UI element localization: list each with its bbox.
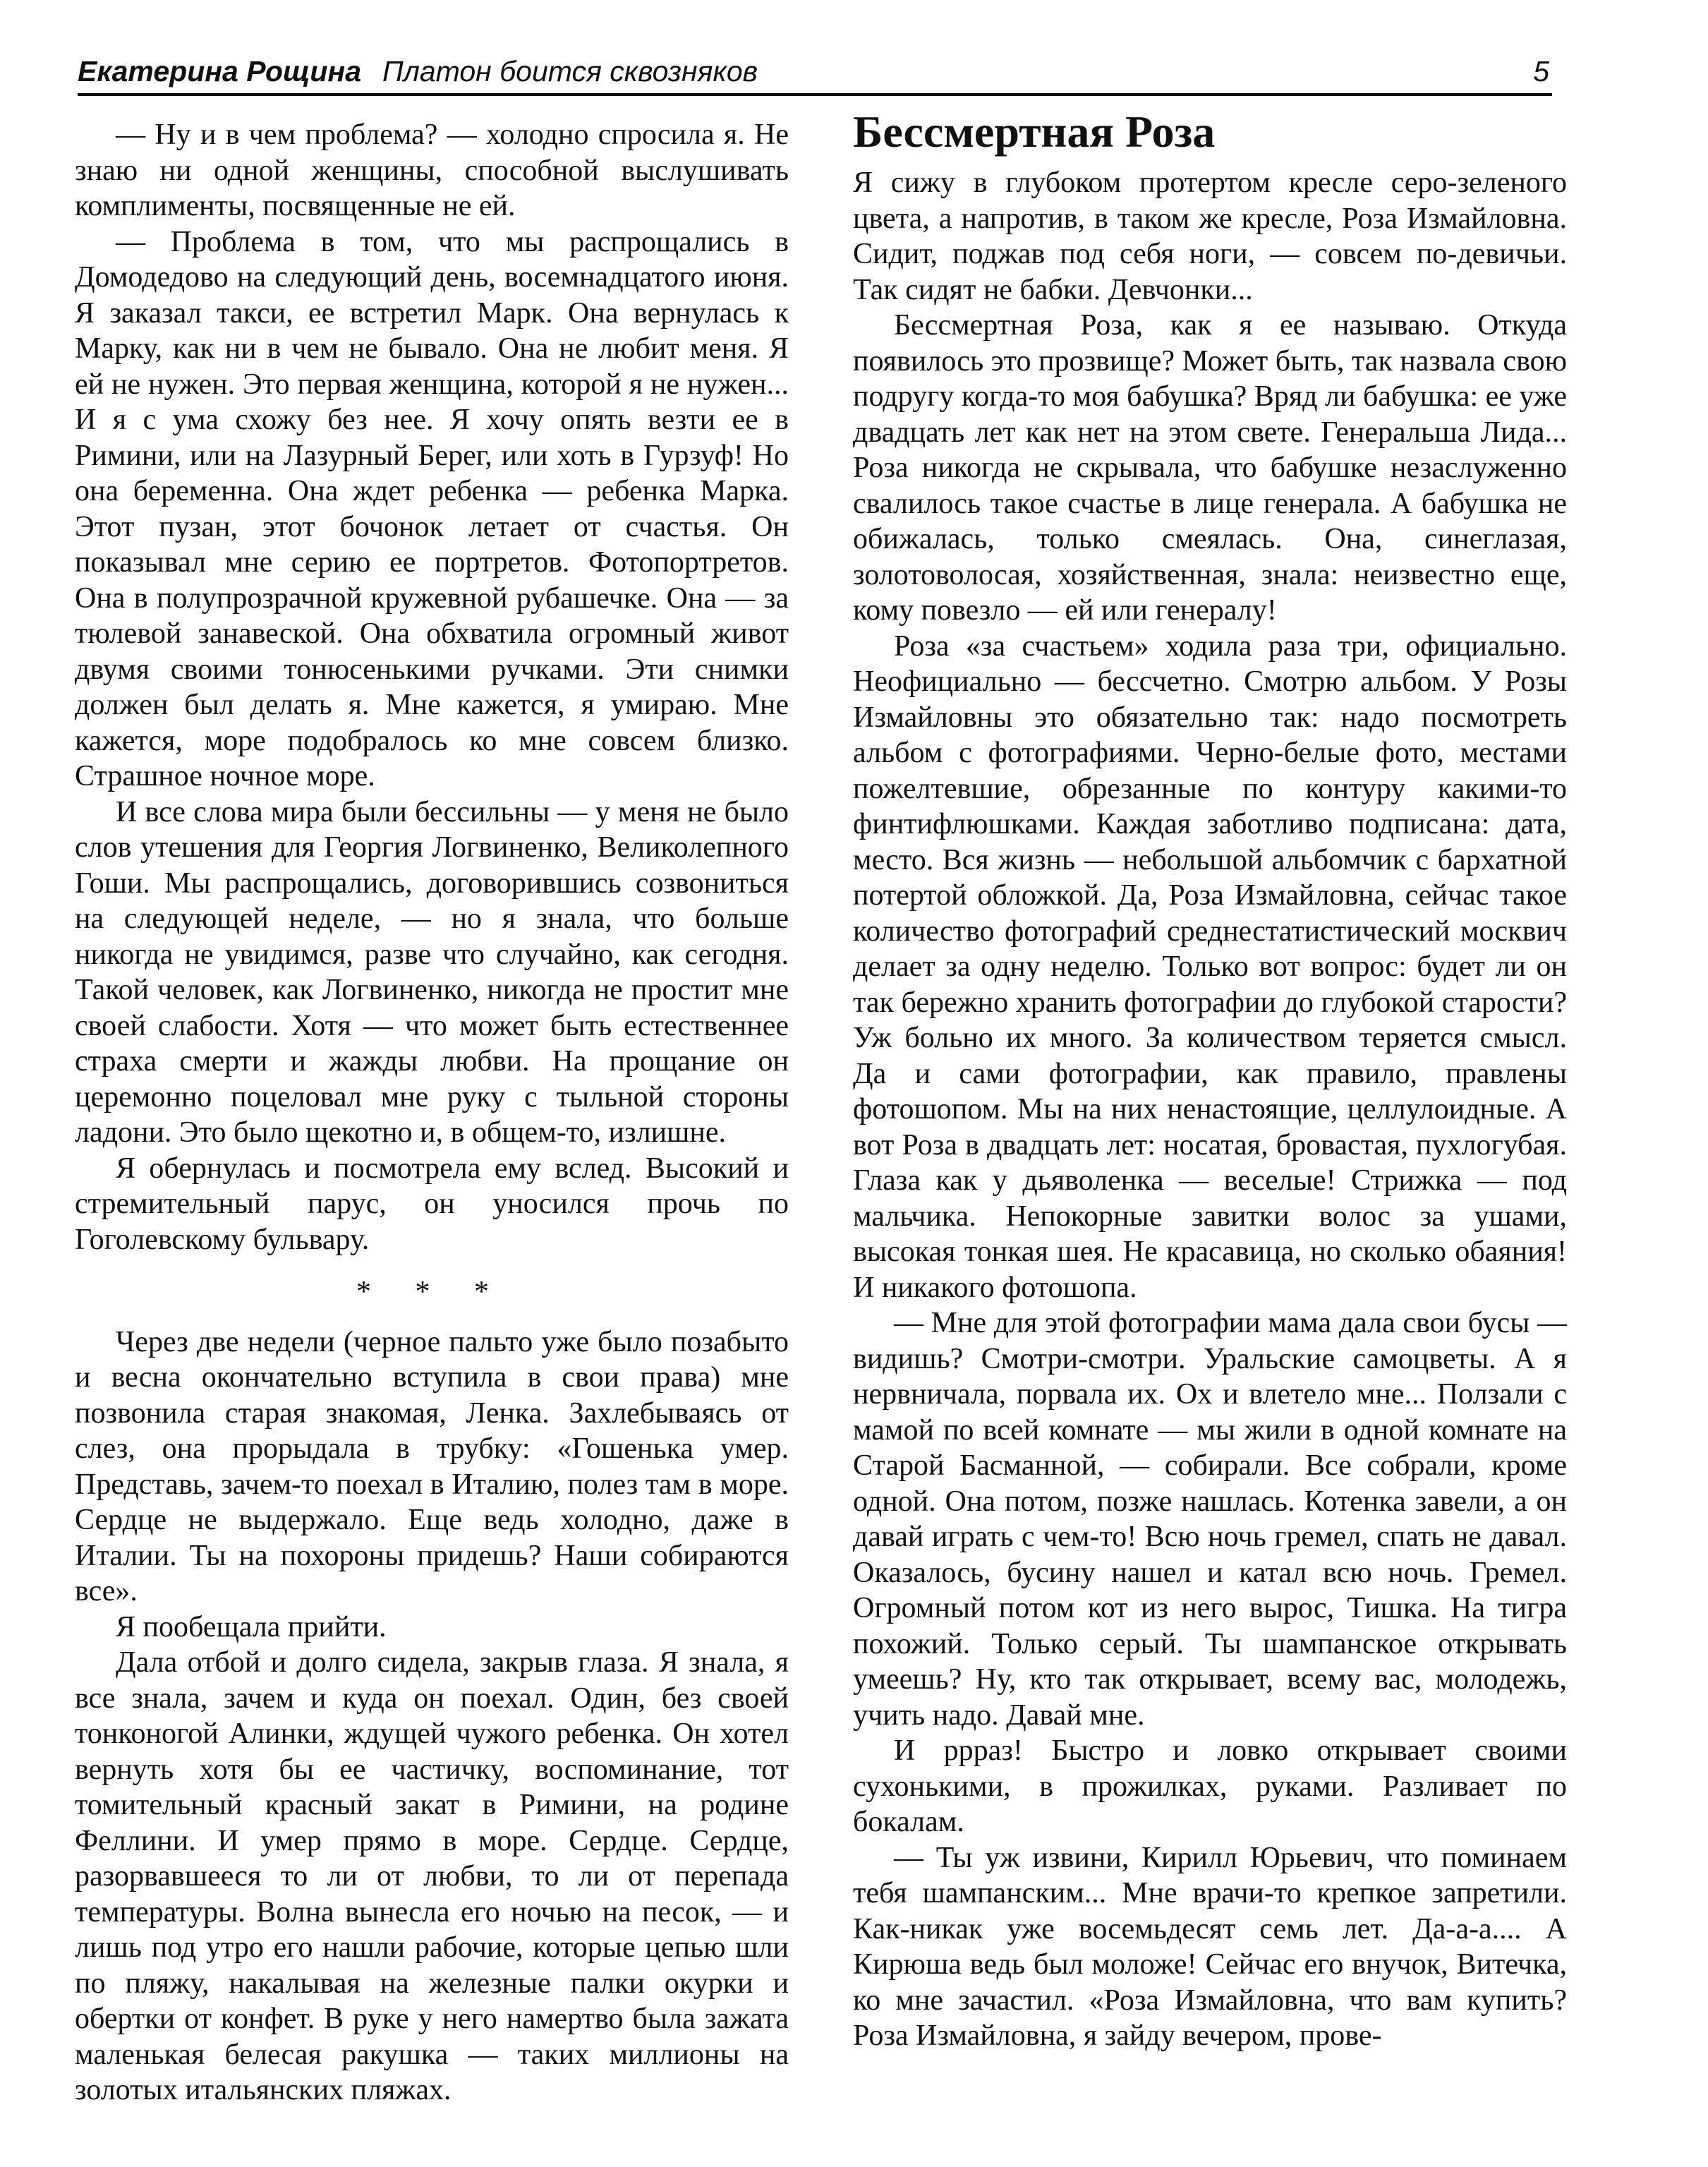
- chapter-title: Бессмертная Роза: [853, 107, 1216, 157]
- paragraph: Роза «за счастьем» ходила раза три, официально. Неофициально — бессчетно. Смотрю альбом. У Розы Измайловны это обязательно так: надо посмотреть альбом с фотографиями. Черно-белые фото, местами пожелтевшие, обрезанные по контуру какими-то финтифлюшками. Каждая заботливо подписана: дата, место. Вся жизнь — небольшой альбомчик с бархатной потертой обложкой. Да, Роза Измайловна, сейчас такое количество фотографий среднестатистический москвич делает за одну неделю. Только вот вопрос: будет ли он так бережно хранить фотографии до глубокой старости? Уж больно их много. За количеством теряется смысл. Да и сами фотографии, как правило, правлены фотошопом. Мы на них ненастоящие, целлулоидные. А вот Роза в двадцать лет: носатая, бровастая, пухлогубая. Глаза как у дьяволенка — веселые! Стрижка — под мальчика. Непокорные завитки волос за ушами, высокая тонкая шея. Не красавица, но сколько обаяния! И никакого фотошопа.: [853, 629, 1567, 1304]
- paragraph: И все слова мира были бессильны — у меня не было слов утешения для Георгия Логвиненко, Великолепного Гоши. Мы распрощались, договорившись созвониться на следующей неделе, — но я знала, что больше никогда не увидимся, разве что случайно, как сегодня. Такой человек, как Логвиненко, никогда не простит мне своей слабости. Хотя — что может быть естественнее страха смерти и жажды любви. На прощание он церемонно поцеловал мне руку с тыльной стороны ладони. Это было щекотно и, в общем-то, излишне.: [75, 795, 789, 1149]
- paragraph: Через две недели (черное пальто уже было позабыто и весна окончательно вступила в свои права) мне позвонила старая знакомая, Ленка. Захлебываясь от слез, она прорыдала в трубку: «Гошенька умер. Представь, зачем-то поехал в Италию, полез там в море. Сердце не выдержало. Еще ведь холодно, даже в Италии. Ты на похороны придешь? Наши собираются все».: [75, 1325, 789, 1607]
- page-number: 5: [1533, 55, 1549, 87]
- paragraph: Я сижу в глубоком протертом кресле серо-зеленого цвета, а напротив, в таком же кресле, Роза Измайловна. Сидит, поджав под себя ноги, — совсем по-девичьи. Так сидят не бабки. Девчонки...: [853, 167, 1567, 306]
- running-header: [78, 51, 1552, 96]
- paragraph: Дала отбой и долго сидела, закрыв глаза. Я знала, я все знала, зачем и куда он поехал. Один, без своей тонконогой Алинки, ждущей чужого ребенка. Он хотел вернуть хотя бы ее частичку, воспоминание, тот томительный красный закат в Римини, на родине Феллини. И умер прямо в море. Сердце. Сердце, разорвавшееся то ли от любви, то ли от перепада температуры. Волна вынесла его ночью на песок, — и лишь под утро его нашли рабочие, которые цепью шли по пляжу, накалывая на железные палки окурки и обертки от конфет. В руке у него намертво была зажата маленькая белесая ракушка — таких миллионы на золотых итальянских пляжах.: [75, 1646, 789, 2106]
- paragraph: — Мне для этой фотографии мама дала свои бусы — видишь? Смотри-смотри. Уральские самоцветы. А я нервничала, порвала их. Ох и влетело мне... Ползали с мамой по всей комнате — мы жили в одной комнате на Старой Басманной, — собирали. Все собрали, кроме одной. Она потом, позже нашлась. Котенка завели, а он давай играть с чем-то! Всю ночь гремел, спать не давал. Оказалось, бусину нашел и катал всю ночь. Гремел. Огромный потом кот из него вырос, Тишка. На тигра похожий. Только серый. Ты шампанское открывать умеешь? Ну, кто так открывает, всему вас, молодежь, учить надо. Давай мне.: [853, 1307, 1567, 1732]
- section-separator: * * *: [356, 1276, 507, 1308]
- paragraph: Бессмертная Роза, как я ее называю. Откуда появилось это прозвище? Может быть, так назвала свою подругу когда-то моя бабушка? Вряд ли бабушка: ее уже двадцать лет как нет на этом свете. Генеральша Лида... Роза никогда не скрывала, что бабушке незаслуженно свалилось такое счастье в лице генерала. А бабушка не обижалась, только смеялась. Она, синеглазая, золотоволосая, хозяйственная, знала: неизвестно еще, кому повезло — ей или генералу!: [853, 309, 1567, 627]
- paragraph: И рррaз! Быстро и ловко открывает своими сухонькими, в прожилках, руками. Разливает по бокалам.: [853, 1734, 1567, 1838]
- paragraph: Я пообещала прийти.: [116, 1610, 387, 1643]
- paragraph: — Ты уж извини, Кирилл Юрьевич, что поминаем тебя шампанским... Мне врачи-то крепкое запретили. Как-никак уже восемьдесят семь лет. Да-а-а.... А Кирюша ведь был моложе! Сейчас его внучок, Витечка, ко мне зачастил. «Роза Измайловна, что вам купить? Роза Измайловна, я зайду вечером, прове-: [853, 1841, 1567, 2052]
- paragraph: — Ну и в чем проблема? — холодно спросила я. Не знаю ни одной женщины, способной выслушивать комплименты, посвященные не ей.: [75, 119, 789, 222]
- header-author: Екатерина Рощина: [78, 55, 361, 87]
- paragraph: Я обернулась и посмотрела ему вслед. Высокий и стремительный парус, он уносился прочь по Гоголевскому бульвару.: [75, 1152, 789, 1256]
- paragraph: — Проблема в том, что мы распрощались в Домодедово на следующий день, восемнадцатого июня. Я заказал такси, ее встретил Марк. Она вернулась к Марку, как ни в чем не бывало. Она не любит меня. Я ей не нужен. Это первая женщина, которой я не нужен... И я с ума схожу без нее. Я хочу опять везти ее в Римини, или на Лазурный Берег, или хоть в Гурзуф! Но она беременна. Она ждет ребенка — ребенка Марка. Этот пузан, этот бочонок летает от счастья. Он показывал мне серию ее портретов. Фотопортретов. Она в полупрозрачной кружевной рубашечке. Она — за тюлевой занавеской. Она обхватила огромный живот двумя своими тонюсенькими ручками. Эти снимки должен был делать я. Мне кажется, я умираю. Мне кажется, море подобралось ко мне совсем близко. Страшное ночное море.: [75, 225, 789, 792]
- left-column: [75, 117, 789, 2108]
- right-column: [853, 107, 1567, 2054]
- header-book-title: Платон боится сквозняков: [382, 55, 758, 87]
